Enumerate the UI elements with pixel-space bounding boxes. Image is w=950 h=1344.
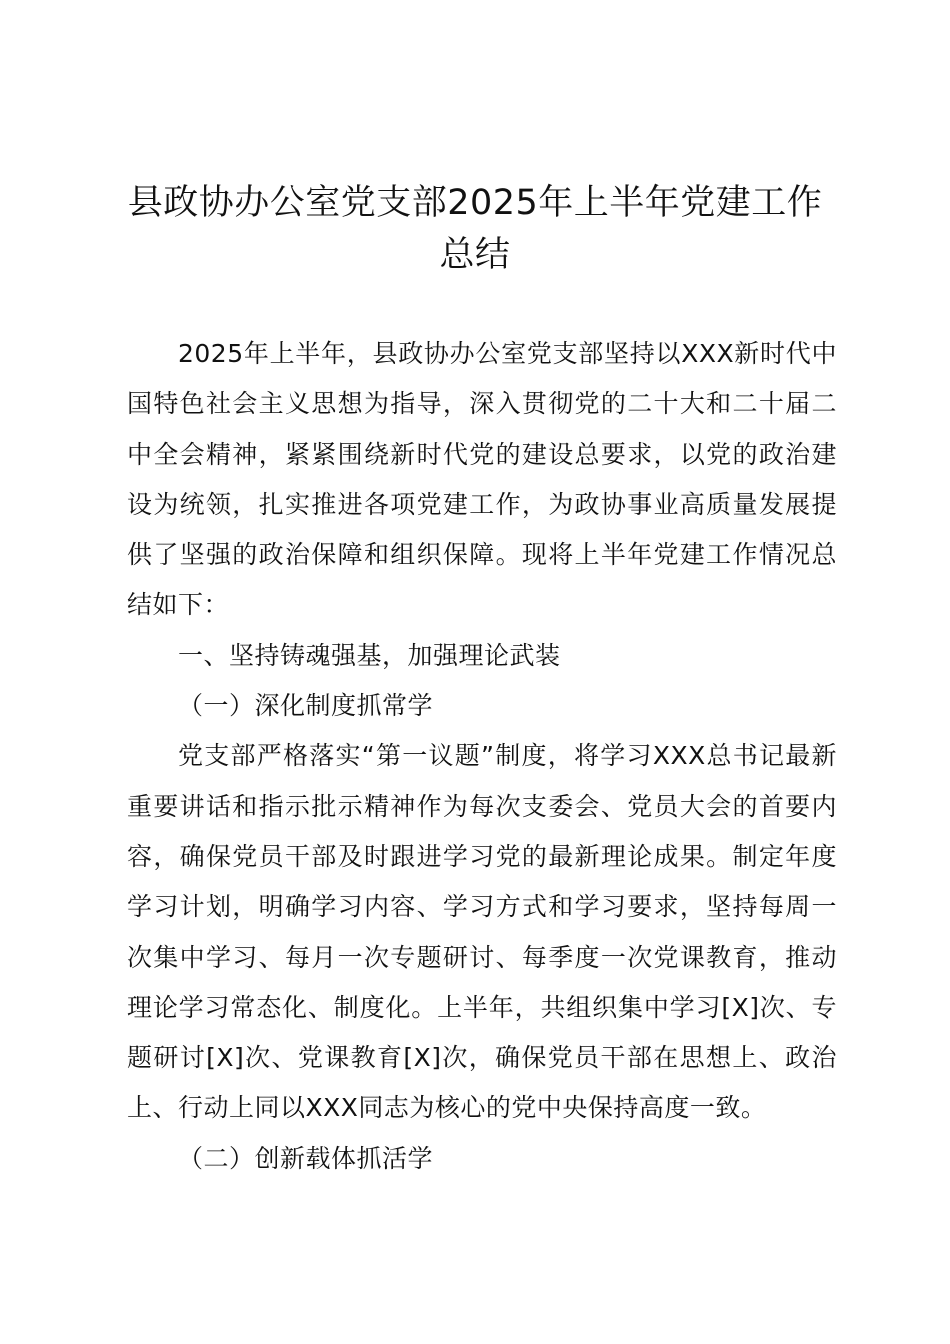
- document-title-continued: 总结: [439, 235, 511, 275]
- intro-paragraph: 2025年上半年，县政协办公室党支部坚持以XXX新时代中国特色社会主义思想为指导，深入贯彻党的二十大和二十届二中全会精神，紧紧围绕新时代党的建设总要求，以党的政治建设为统领，扎实推进各项党建工作，为政协事业高质量发展提供了坚强的政治保障和组织保障。现将上半年党建工作情况总结如下：: [127, 339, 837, 620]
- subsection-heading-1: （一）深化制度抓常学: [178, 691, 434, 721]
- document-title: 县政协办公室党支部2025年上半年党建工作: [127, 183, 823, 223]
- section-heading-1: 一、坚持铸魂强基，加强理论武装: [178, 640, 561, 670]
- document-body: [127, 329, 837, 1184]
- subsection-paragraph-1: 党支部严格落实“第一议题”制度，将学习XXX总书记最新重要讲话和指示批示精神作为每次支委会、党员大会的首要内容，确保党员干部及时跟进学习党的最新理论成果。制定年度学习计划，明确学习内容、学习方式和学习要求，坚持每周一次集中学习、每月一次专题研讨、每季度一次党课教育，推动理论学习常态化、制度化。上半年，共组织集中学习[X]次、专题研讨[X]次、党课教育[X]次，确保党员干部在思想上、政治上、行动上同以XXX同志为核心的党中央保持高度一致。: [127, 741, 837, 1123]
- subsection-heading-2: （二）创新载体抓活学: [178, 1143, 434, 1173]
